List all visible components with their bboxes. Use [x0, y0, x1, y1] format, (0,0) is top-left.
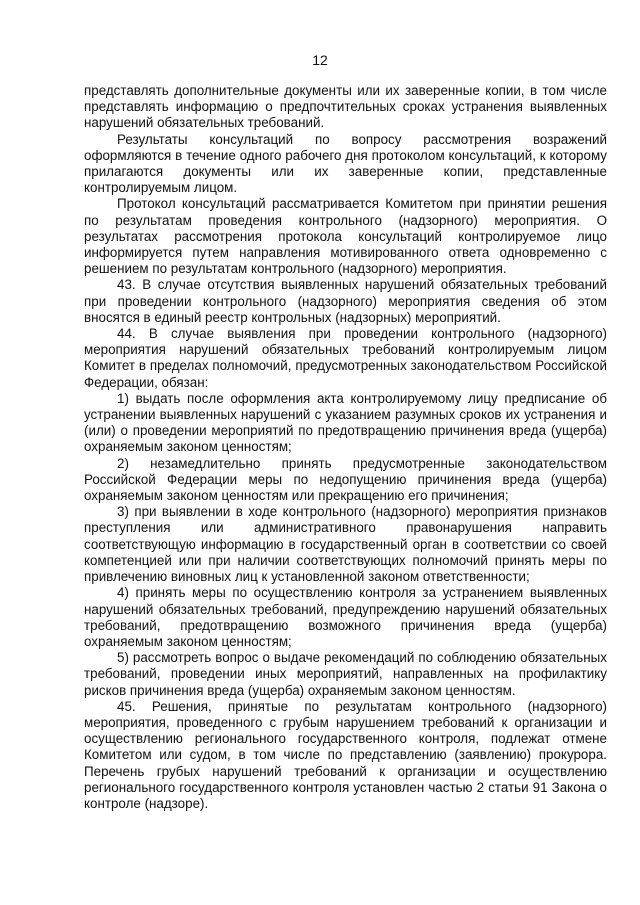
paragraph-subitem-4: 4) принять меры по осуществлению контроля за устранением выявленных нарушений обязательных требований, предупреждению нарушений обязательных требований, предотвращению возможного причинения вреда (ущерба) охраняемым законом ценностям;	[84, 585, 607, 649]
paragraph-item-43: 43. В случае отсутствия выявленных нарушений обязательных требований при проведении контрольного (надзорного) мероприятия сведения об этом вносятся в единый реестр контрольных (надзорных) мероприятий.	[84, 277, 607, 325]
paragraph-subitem-5: 5) рассмотреть вопрос о выдаче рекомендаций по соблюдению обязательных требований, проведении иных мероприятий, направленных на профилактику рисков причинения вреда (ущерба) охраняемым законом ценностям.	[84, 650, 607, 698]
paragraph-subitem-1: 1) выдать после оформления акта контролируемому лицу предписание об устранении выявленных нарушений с указанием разумных сроков их устранения и (или) о проведении мероприятий по предотвращению причинения вреда (ущерба) охраняемым законом ценностям;	[84, 390, 607, 455]
paragraph-subitem-2: 2) незамедлительно принять предусмотренные законодательством Российской Федерации меры по недопущению причинения вреда (ущерба) охраняемым законом ценностям или прекращению его причинения;	[84, 455, 607, 504]
paragraph-item-45: 45. Решения, принятые по результатам контрольного (надзорного) мероприятия, проведенного с грубым нарушением требований к организации и осуществлению регионального государственного контроля, подлежат отмене Комитетом или судом, в том числе по представлению (заявлению) прокурора. Перечень грубых нарушений требований к организации и осуществлению регионального государственного контроля установлен частью 2 статьи 91 Закона о контроле (надзоре).	[84, 698, 607, 811]
paragraph-consultation-results: Результаты консультаций по вопросу рассмотрения возражений оформляются в течение одного рабочего дня протоколом консультаций, к которому прилагаются документы или их заверенные копии, представленные контролируемым лицом.	[84, 131, 607, 196]
page-number: 12	[312, 52, 328, 68]
paragraph-item-44: 44. В случае выявления при проведении контрольного (надзорного) мероприятия нарушений обязательных требований контролируемым лицом Комитет в пределах полномочий, предусмотренных законодательством Российской Федерации, обязан:	[84, 326, 607, 390]
paragraph-consultation-protocol: Протокол консультаций рассматривается Комитетом при принятии решения по результатам проведения контрольного (надзорного) мероприятия. О результатах рассмотрения протокола консультаций контролируемое лицо информируется путем направления мотивированного ответа одновременно с решением по результатам контрольного (надзорного) мероприятия.	[84, 196, 607, 277]
document-body	[84, 83, 607, 812]
paragraph-continuation: представлять дополнительные документы или их заверенные копии, в том числе представлять информацию о предпочтительных сроках устранения выявленных нарушений обязательных требований.	[84, 83, 607, 131]
paragraph-subitem-3: 3) при выявлении в ходе контрольного (надзорного) мероприятия признаков преступления или административного правонарушения направить соответствующую информацию в государственный орган в соответствии со своей компетенцией или при наличии соответствующих полномочий принять меры по привлечению виновных лиц к установленной законом ответственности;	[84, 504, 607, 585]
